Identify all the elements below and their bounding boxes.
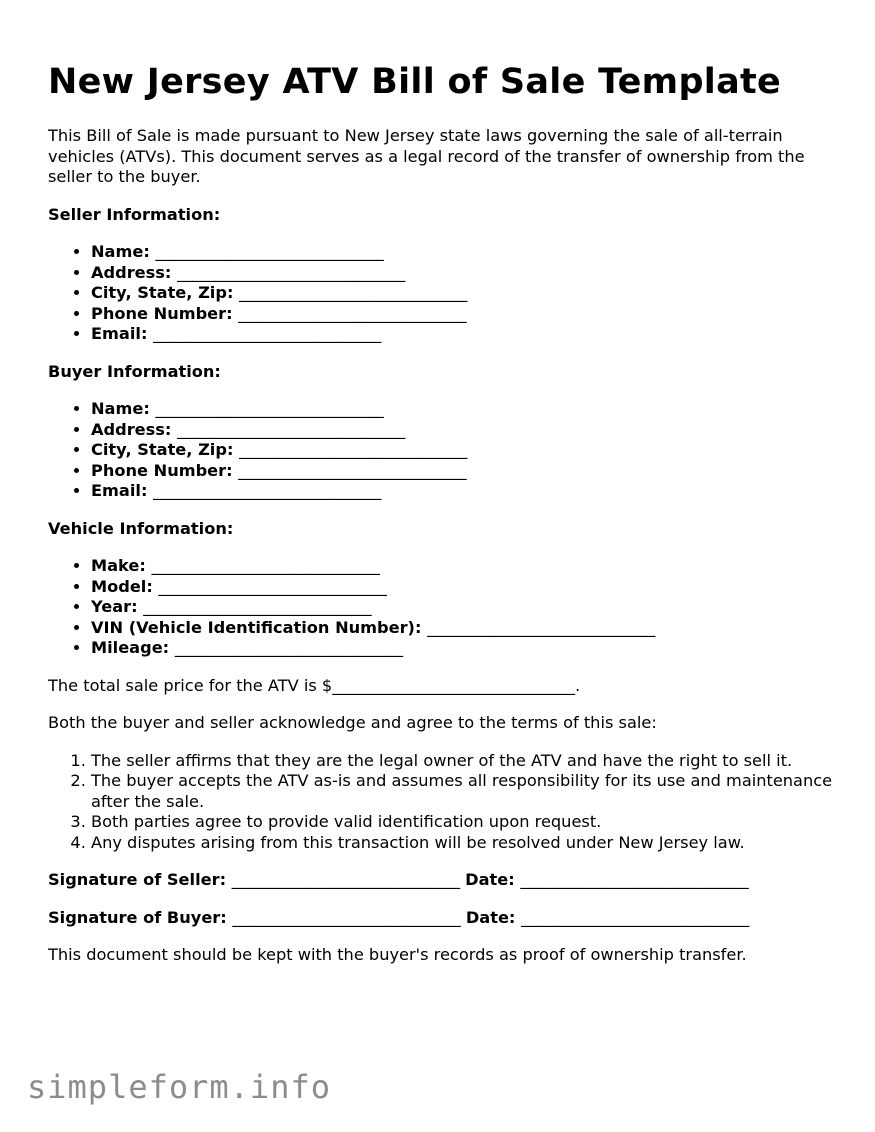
terms-list — [48, 751, 838, 854]
vehicle-heading: Vehicle Information: — [48, 518, 234, 538]
seller-address-field: • Address: ______________________________ — [91, 263, 838, 284]
buyer-email-field: • Email: ______________________________ — [91, 481, 838, 502]
term-item: 1. The seller affirms that they are the legal owner of the ATV and have the right to sell it. — [91, 751, 838, 772]
buyer-city-state-zip-field: • City, State, Zip: ______________________________ — [91, 440, 838, 461]
term-item: 2. The buyer accepts the ATV as-is and assumes all responsibility for its use and maintenance after the sale. — [91, 771, 838, 812]
closing-note: This document should be kept with the buyer's records as proof of ownership transfer. — [48, 945, 747, 964]
vehicle-vin-field: • VIN (Vehicle Identification Number): ______________________________ — [91, 618, 838, 639]
vehicle-model-field: • Model: ______________________________ — [91, 577, 838, 598]
buyer-fields-list — [48, 399, 838, 502]
buyer-phone-field: • Phone Number: ______________________________ — [91, 461, 838, 482]
buyer-name-field: • Name: ______________________________ — [91, 399, 838, 420]
seller-email-field: • Email: ______________________________ — [91, 324, 838, 345]
buyer-address-field: • Address: ______________________________ — [91, 420, 838, 441]
vehicle-mileage-field: • Mileage: ______________________________ — [91, 638, 838, 659]
intro-paragraph: This Bill of Sale is made pursuant to New Jersey state laws governing the sale of all-terrain vehicles (ATVs). This document serves as a legal record of the transfer of ownership from the seller to the buyer. — [48, 126, 805, 186]
vehicle-year-field: • Year: ______________________________ — [91, 597, 838, 618]
watermark-text: simpleform.info — [27, 1068, 331, 1106]
vehicle-fields-list — [48, 556, 838, 659]
buyer-heading: Buyer Information: — [48, 361, 221, 381]
document-page — [48, 58, 838, 983]
seller-city-state-zip-field: • City, State, Zip: ______________________________ — [91, 283, 838, 304]
terms-intro: Both the buyer and seller acknowledge and agree to the terms of this sale: — [48, 713, 657, 732]
term-item: 3. Both parties agree to provide valid identification upon request. — [91, 812, 838, 833]
seller-name-field: • Name: ______________________________ — [91, 242, 838, 263]
vehicle-make-field: • Make: ______________________________ — [91, 556, 838, 577]
seller-heading: Seller Information: — [48, 204, 221, 224]
page-title: New Jersey ATV Bill of Sale Template — [48, 62, 782, 102]
buyer-signature-line: Signature of Buyer: ______________________________ Date: ______________________________ — [48, 907, 749, 927]
seller-phone-field: • Phone Number: ______________________________ — [91, 304, 838, 325]
sale-price-line: The total sale price for the ATV is $______________________________. — [48, 675, 581, 695]
term-item: 4. Any disputes arising from this transaction will be resolved under New Jersey law. — [91, 833, 838, 854]
seller-fields-list — [48, 242, 838, 345]
seller-signature-line: Signature of Seller: ______________________________ Date: ______________________________ — [48, 870, 749, 889]
